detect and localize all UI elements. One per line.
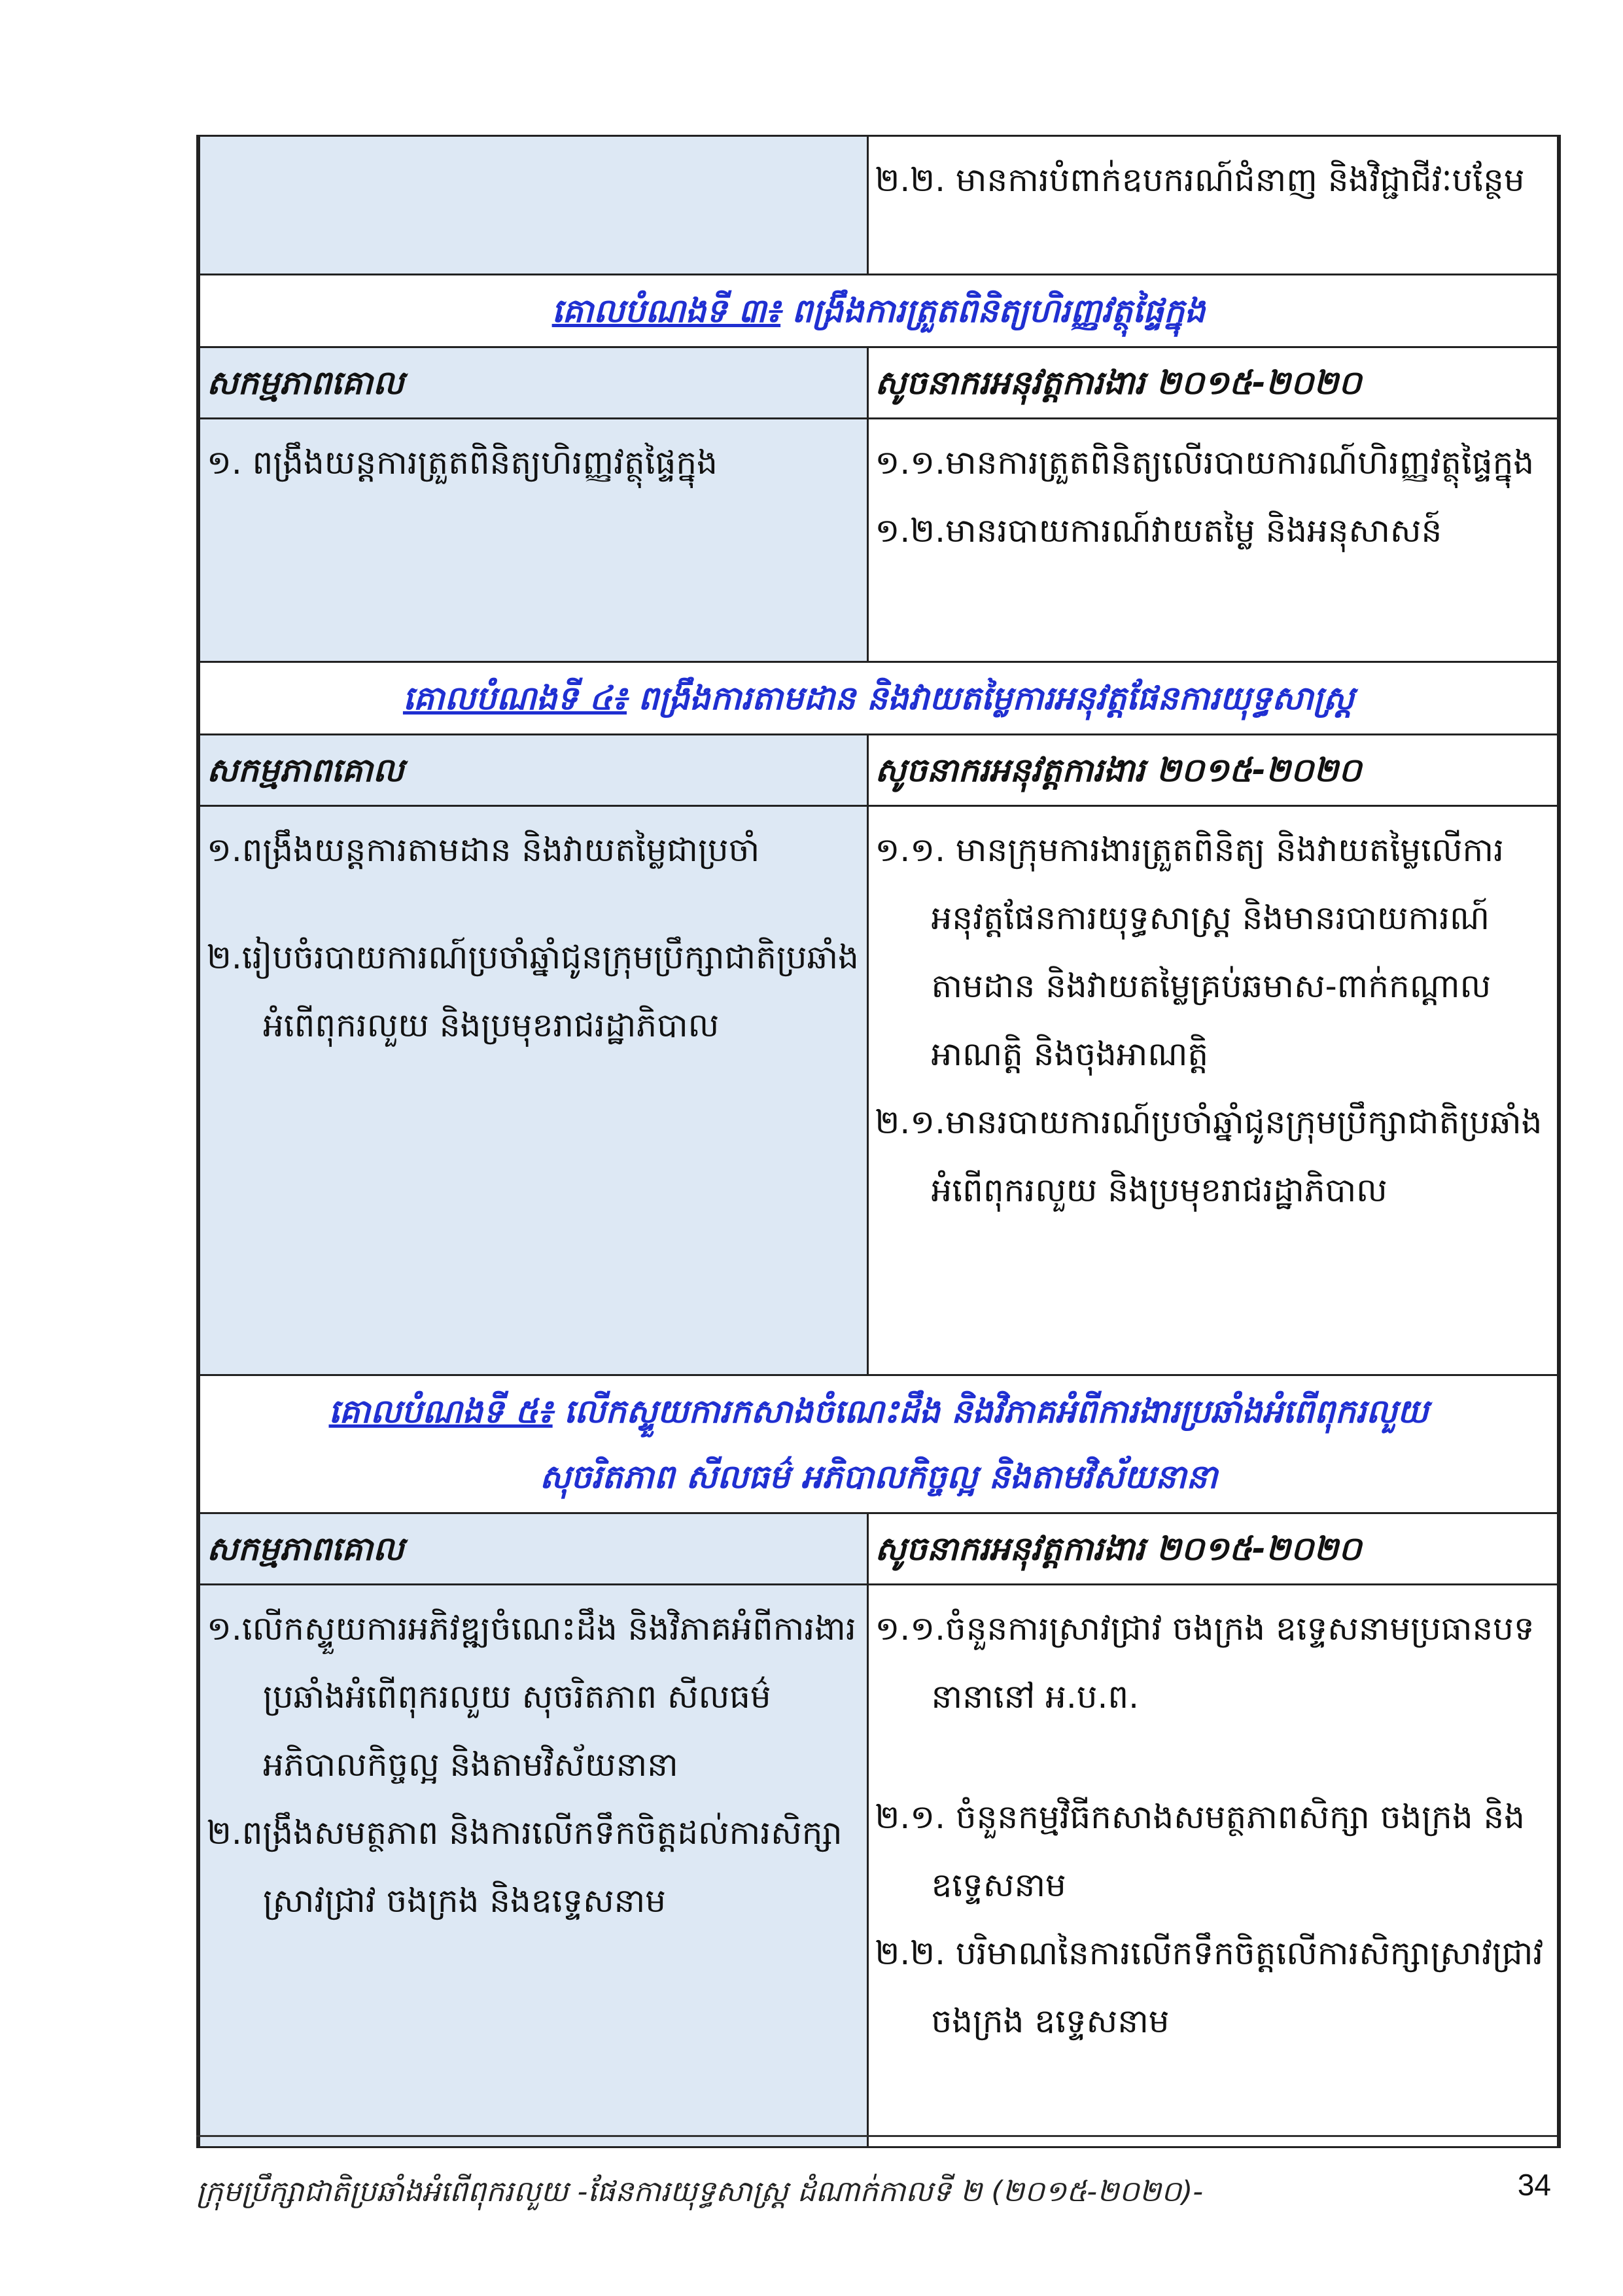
objective-3-label: គោលបំណងទី ៣៖ [551, 292, 781, 330]
table-row [198, 806, 1559, 1375]
header-row [198, 735, 1559, 806]
objective-4-title: ពង្រឹងការតាមដាន និងវាយតម្លៃការអនុវត្តផែនការយុទ្ធសាស្ត្រ [638, 679, 1355, 717]
objective-row [198, 662, 1559, 735]
activity-item: ២.ពង្រឹងសមត្ថភាព និងការលើកទឹកចិត្តដល់ការសិក្សាស្រាវជ្រាវ ចងក្រង និងឧទ្ទេសនាម [207, 1814, 843, 1920]
header-indicators: សូចនាករអនុវត្តការងារ ២០១៥-២០២០ [867, 347, 1559, 419]
objective-4-heading [198, 662, 1559, 735]
header-indicators: សូចនាករអនុវត្តការងារ ២០១៥-២០២០ [867, 735, 1559, 806]
indicator-item: ២.២. មានការបំពាក់ឧបករណ៍ជំនាញ និងវិជ្ជាជីវៈបន្ថែម [875, 161, 1525, 199]
indicator-item: ១.១.ចំនួនការស្រាវជ្រាវ ចងក្រង ឧទ្ទេសនាមប្រធានបទនានានៅ អ.ប.ព. [875, 1610, 1535, 1716]
indicator-item: ២.១. ចំនួនកម្មវិធីកសាងសមត្ថភាពសិក្សា ចងក្រង និងឧទ្ទេសនាម [875, 1798, 1526, 1904]
strategic-plan-table [196, 135, 1561, 2148]
indicator-item: ២.២. បរិមាណនៃការលើកទឹកចិត្តលើការសិក្សាស្រាវជ្រាវ ចងក្រង ឧទ្ទេសនាម [875, 1934, 1544, 2040]
objective-row [198, 275, 1559, 347]
page-number: 34 [1517, 2168, 1551, 2202]
table-row [198, 136, 1559, 275]
activities-cell [198, 806, 867, 1375]
header-activities: សកម្មភាពគោល [198, 1513, 867, 1585]
indicators-cell [867, 806, 1559, 1375]
spacer [207, 884, 860, 923]
activities-cell [198, 1585, 867, 2147]
objective-5-heading [198, 1375, 1559, 1513]
objective-3-title: ពង្រឹងការត្រួតពិនិត្យហិរញ្ញវត្ថុផ្ទៃក្នុង [792, 292, 1206, 330]
objective-4-label: គោលបំណងទី ៤៖ [402, 679, 627, 717]
header-row [198, 347, 1559, 419]
continuation-left-cell [198, 136, 867, 275]
header-row [198, 1513, 1559, 1585]
objective-5-title: លើកស្ទួយការកសាងចំណេះដឹង និងវិភាគអំពីការងារប្រឆាំងអំពើពុករលួយ [564, 1392, 1429, 1430]
indicator-item: ១.១.មានការត្រួតពិនិត្យលើរបាយការណ៍ហិរញ្ញវត្ថុផ្ទៃក្នុង [875, 444, 1535, 482]
objective-3-heading [198, 275, 1559, 347]
continuation-right-cell [867, 136, 1559, 275]
indicators-cell [867, 419, 1559, 662]
footer-divider [196, 2135, 1557, 2137]
activity-item: ១. ពង្រឹងយន្តការត្រួតពិនិត្យហិរញ្ញវត្ថុផ្ទៃក្នុង [207, 444, 718, 482]
activities-cell [198, 419, 867, 662]
indicator-item: ២.១.មានរបាយការណ៍ប្រចាំឆ្នាំជូនក្រុមប្រឹក្សាជាតិប្រឆាំងអំពើពុករលួយ និងប្រមុខរាជរដ្ឋាភិបាល [875, 1103, 1543, 1209]
spacer [875, 1731, 1551, 1783]
header-indicators: សូចនាករអនុវត្តការងារ ២០១៥-២០២០ [867, 1513, 1559, 1585]
indicator-item: ១.២.មានរបាយការណ៍វាយតម្លៃ និងអនុសាសន៍ [875, 512, 1442, 550]
indicator-item: ១.១. មានក្រុមការងារត្រួតពិនិត្យ និងវាយតម្លៃលើការអនុវត្តផែនការយុទ្ធសាស្ត្រ និងមានរបាយការណ៍តាមដាន និងវាយតម្លៃគ្រប់ឆមាស-ពាក់កណ្តាលអាណត្តិ និងចុងអាណត្តិ [875, 831, 1505, 1073]
objective-5-title-line2: សុចរិតភាព សីលធម៌ អភិបាលកិច្ចល្អ និងតាមវិស័យនានា [539, 1458, 1218, 1496]
activity-item: ១.លើកស្ទួយការអភិវឌ្ឍចំណេះដឹង និងវិភាគអំពីការងារប្រឆាំងអំពើពុករលួយ សុចរិតភាព សីលធម៌ អភិបាលកិច្ចល្អ និងតាមវិស័យនានា [207, 1610, 856, 1784]
objective-5-label: គោលបំណងទី ៥៖ [328, 1392, 553, 1430]
activity-item: ១.ពង្រឹងយន្តការតាមដាន និងវាយតម្លៃជាប្រចាំ [207, 831, 760, 869]
objective-row [198, 1375, 1559, 1513]
indicators-cell [867, 1585, 1559, 2147]
activity-item: ២.រៀបចំរបាយការណ៍ប្រចាំឆ្នាំជូនក្រុមប្រឹក្សាជាតិប្រឆាំងអំពើពុករលួយ និងប្រមុខរាជរដ្ឋាភិបាល [207, 938, 859, 1044]
header-activities: សកម្មភាពគោល [198, 735, 867, 806]
footer-title: ក្រុមប្រឹក្សាជាតិប្រឆាំងអំពើពុករលួយ -ផែនការយុទ្ធសាស្ត្រ ដំណាក់កាលទី ២ (២០១៥-២០២០)- [196, 2175, 1204, 2208]
table-row [198, 1585, 1559, 2147]
table-row [198, 419, 1559, 662]
header-activities: សកម្មភាពគោល [198, 347, 867, 419]
